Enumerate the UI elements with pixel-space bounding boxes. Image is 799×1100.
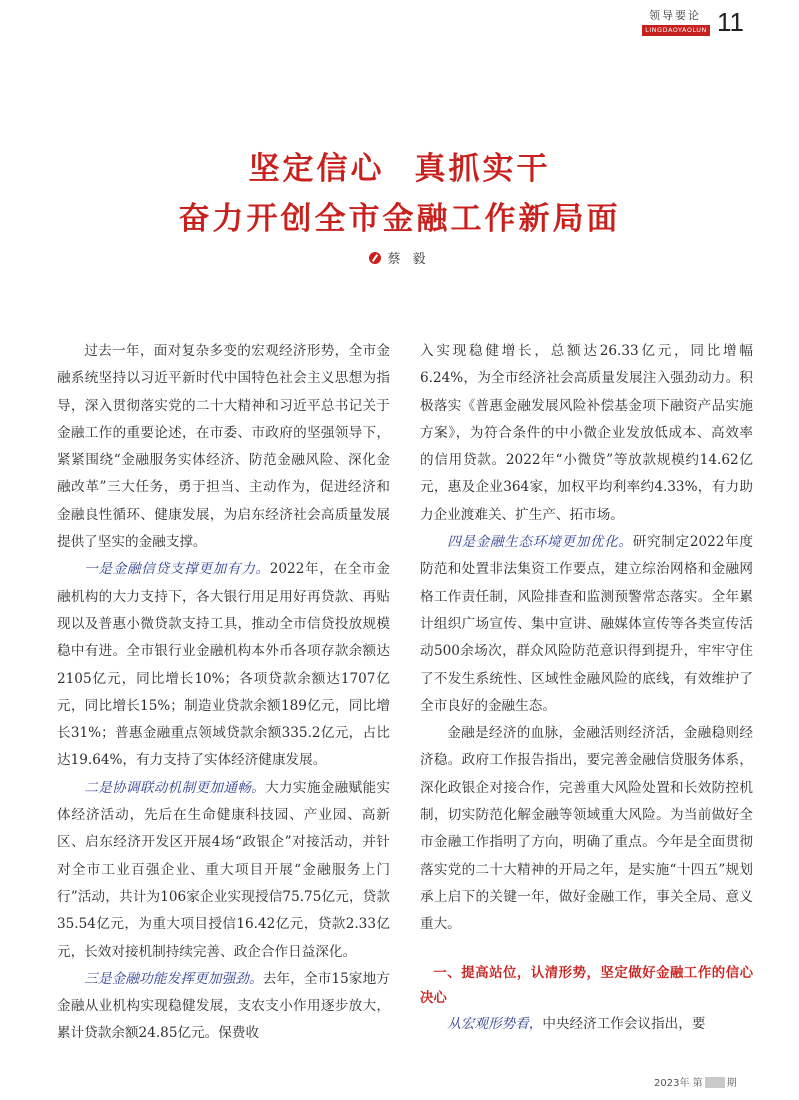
paragraph-body: 去年，全市15家地方金融从业机构实现稳健发展，支农支小作用逐步放大，累计贷款余额24.85亿元。保费收 (57, 970, 390, 1042)
footer-di: 第 (692, 1078, 703, 1089)
page-number: 11 (717, 7, 744, 37)
paragraph-lead: 二是协调联动机制更加通畅。 (84, 779, 266, 796)
author-name: 蔡 毅 (387, 252, 430, 267)
paragraph: 金融是经济的血脉，金融活则经济活，金融稳则经济稳。政府工作报告指出，要完善金融信贷服务体系，深化政银企对接合作，完善重大风险处置和长效防控机制，切实防范化解金融等领域重大风险。为当前做好全市金融工作指明了方向，明确了重点。今年是全面贯彻落实党的二十大精神的开局之年，是实施“十四五”规划承上启下的关键一年，做好金融工作，事关全局、意义重大。 (420, 725, 753, 933)
paragraph (420, 529, 753, 720)
paragraph (57, 775, 390, 966)
footer-qi: 期 (726, 1078, 737, 1089)
paragraph: 过去一年，面对复杂多变的宏观经济形势，全市金融系统坚持以习近平新时代中国特色社会主义思想为指导，深入贯彻落实党的二十大精神和习近平总书记关于金融工作的重要论述，在市委、市政府的坚强领导下，紧紧围绕“金融服务实体经济、防范金融风险、深化金融改革”三大任务，勇于担当、主动作为，促进经济和金融良性循环、健康发展，为启东经济社会高质量发展提供了坚实的金融支撑。 (57, 343, 390, 551)
footer-year: 2023年 (654, 1078, 690, 1089)
column-pinyin-bar: LINGDAOYAOLUN (642, 25, 710, 36)
paragraph-body: 研究制定2022年度防范和处置非法集资工作要点，建立综治网格和金融网格工作责任制，风险排查和监测预警常态落实。全年累计组织广场宣传、集中宣讲、融媒体宣传等各类宣传活动500余场次，群众风险防范意识得到提升，牢牢守住了不发生系统性、区域性金融风险的底线，有效维护了全市良好的金融生态。 (420, 534, 753, 714)
byline (0, 248, 799, 267)
section-heading: 一、提高站位，认清形势，坚定做好金融工作的信心决心 (420, 965, 753, 1006)
issue-number-box (705, 1077, 725, 1088)
paragraph-lead: 一是金融信贷支撑更加有力。 (84, 561, 270, 578)
paragraph-lead: 从宏观形势看， (447, 1015, 543, 1032)
issue-footer (654, 1077, 737, 1091)
article-title-line1 (0, 143, 799, 188)
column-name: 领导要论 (649, 9, 701, 22)
paragraph (420, 1011, 753, 1038)
paragraph (57, 556, 390, 774)
paragraph-body: 中央经济工作会议指出，要 (542, 1015, 706, 1032)
right-column (420, 338, 753, 1038)
title-phrase-2: 真抓实干 (414, 151, 551, 187)
paragraph-body: 2022年，在全市金融机构的大力支持下，各大银行用足用好再贷款、再贴现以及普惠小微贷款支持工具，推动全市信贷投放规模稳中有进。全市银行业金融机构本外币各项存款余额达2105亿元，同比增长10%；各项贷款余额达1707亿元，同比增长15%；制造业贷款余额189亿元，同比增长31%；普惠金融重点领域贷款余额335.2亿元，占比达19.64%，有力支持了实体经济健康发展。 (57, 561, 390, 769)
pen-icon (369, 252, 381, 264)
title-phrase-1: 坚定信心 (248, 151, 385, 187)
left-column (57, 338, 390, 1048)
article-title-line2: 奋力开创全市金融工作新局面 (178, 201, 621, 237)
paragraph-lead: 三是金融功能发挥更加强劲。 (84, 970, 263, 987)
paragraph-continued: 入实现稳健增长，总额达26.33亿元，同比增幅6.24%，为全市经济社会高质量发展注入强劲动力。积极落实《普惠金融发展风险补偿基金项下融资产品实施方案》，为符合条件的中小微企业发放低成本、高效率的信用贷款。2022年“小微贷”等放款规模约14.62亿元，惠及企业364家，加权平均利率约4.33%，有力助力企业渡难关、扩生产、拓市场。 (420, 343, 753, 523)
paragraph-lead: 四是金融生态环境更加优化。 (447, 534, 633, 551)
paragraph-body: 大力实施金融赋能实体经济活动，先后在生命健康科技园、产业园、高新区、启东经济开发区开展4场“政银企”对接活动，并针对全市工业百强企业、重大项目开展“金融服务上门行”活动，共计为106家企业实现授信75.75亿元，贷款35.54亿元，为重大项目授信16.42亿元，贷款2.33亿元，长效对接机制持续完善、政企合作日益深化。 (57, 779, 391, 960)
paragraph (57, 966, 390, 1048)
